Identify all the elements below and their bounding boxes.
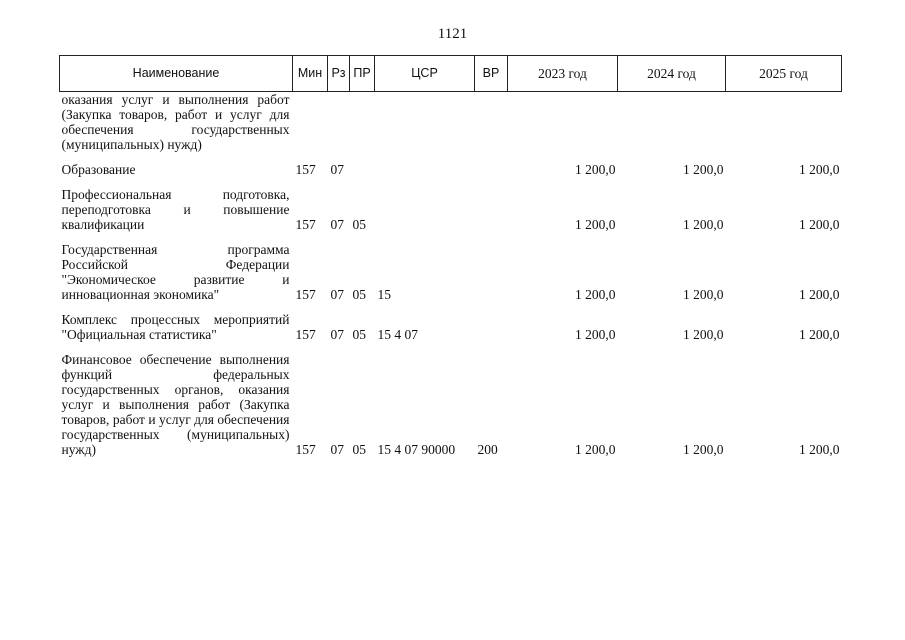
row-csr <box>375 152 475 177</box>
row-rz: 07 <box>330 442 344 457</box>
row-csr: 15 4 07 90000 <box>377 442 456 457</box>
table-row <box>60 232 842 302</box>
row-2024: 1 200,0 <box>683 442 724 457</box>
row-pr: 05 <box>352 327 366 342</box>
row-2025: 1 200,0 <box>799 287 840 302</box>
row-2023: 1 200,0 <box>575 217 616 232</box>
row-csr: 15 4 07 <box>377 327 418 342</box>
row-2023: 1 200,0 <box>575 162 616 177</box>
header-rz: Рз <box>328 56 350 92</box>
header-pr: ПР <box>350 56 375 92</box>
header-name: Наименование <box>60 56 293 92</box>
row-pr: 05 <box>352 287 366 302</box>
row-2025: 1 200,0 <box>799 162 840 177</box>
row-vr <box>475 302 508 342</box>
table-row <box>60 302 842 342</box>
row-min: 157 <box>295 327 316 342</box>
header-2023: 2023 год <box>508 56 618 92</box>
row-2024: 1 200,0 <box>683 327 724 342</box>
row-2024: 1 200,0 <box>683 162 724 177</box>
row-name: Образование <box>61 162 136 177</box>
row-name: Государственная программа Российской Федерации "Экономическое развитие и инновационная экономика" <box>61 242 290 302</box>
row-vr: 200 <box>477 442 498 457</box>
header-min: Мин <box>293 56 328 92</box>
row-min <box>293 92 328 153</box>
row-name: Комплекс процессных мероприятий "Официальная статистика" <box>61 312 290 342</box>
row-2024 <box>618 92 726 153</box>
row-rz: 07 <box>330 217 344 232</box>
row-vr <box>475 92 508 153</box>
table-row <box>60 152 842 177</box>
row-pr <box>350 92 375 153</box>
header-vr: ВР <box>475 56 508 92</box>
row-rz: 07 <box>330 287 344 302</box>
row-name: оказания услуг и выполнения работ (Закупка товаров, работ и услуг для обеспечения государственных (муниципальных) нужд) <box>61 92 290 152</box>
row-name: Финансовое обеспечение выполнения функций федеральных государственных органов, оказания услуг и выполнения работ (Закупка товаров, работ и услуг для обеспечения государственных (муниципальных) нужд) <box>61 352 290 457</box>
row-rz: 07 <box>330 162 344 177</box>
row-vr <box>475 177 508 232</box>
table-header-row <box>60 56 842 92</box>
row-2025 <box>726 92 842 153</box>
row-name: Профессиональная подготовка, переподготовка и повышение квалификации <box>61 187 290 232</box>
row-2023: 1 200,0 <box>575 287 616 302</box>
row-min: 157 <box>295 442 316 457</box>
row-min: 157 <box>295 217 316 232</box>
row-2023: 1 200,0 <box>575 327 616 342</box>
header-2025: 2025 год <box>726 56 842 92</box>
row-2025: 1 200,0 <box>799 327 840 342</box>
row-2024: 1 200,0 <box>683 287 724 302</box>
row-pr: 05 <box>352 217 366 232</box>
row-min: 157 <box>295 162 316 177</box>
row-rz <box>328 92 350 153</box>
row-min: 157 <box>295 287 316 302</box>
header-2024: 2024 год <box>618 56 726 92</box>
row-2025: 1 200,0 <box>799 217 840 232</box>
row-csr: 15 <box>377 287 391 302</box>
table-row <box>60 177 842 232</box>
row-2025: 1 200,0 <box>799 442 840 457</box>
row-pr <box>350 152 375 177</box>
row-vr <box>475 152 508 177</box>
header-csr: ЦСР <box>375 56 475 92</box>
row-rz: 07 <box>330 327 344 342</box>
row-csr <box>375 92 475 153</box>
page-number: 1121 <box>437 26 468 42</box>
row-pr: 05 <box>352 442 366 457</box>
row-csr <box>375 177 475 232</box>
row-vr <box>475 232 508 302</box>
row-2023: 1 200,0 <box>575 442 616 457</box>
row-2024: 1 200,0 <box>683 217 724 232</box>
table-row <box>60 342 842 457</box>
budget-table <box>59 55 842 457</box>
row-2023 <box>508 92 618 153</box>
table-row <box>60 92 842 153</box>
